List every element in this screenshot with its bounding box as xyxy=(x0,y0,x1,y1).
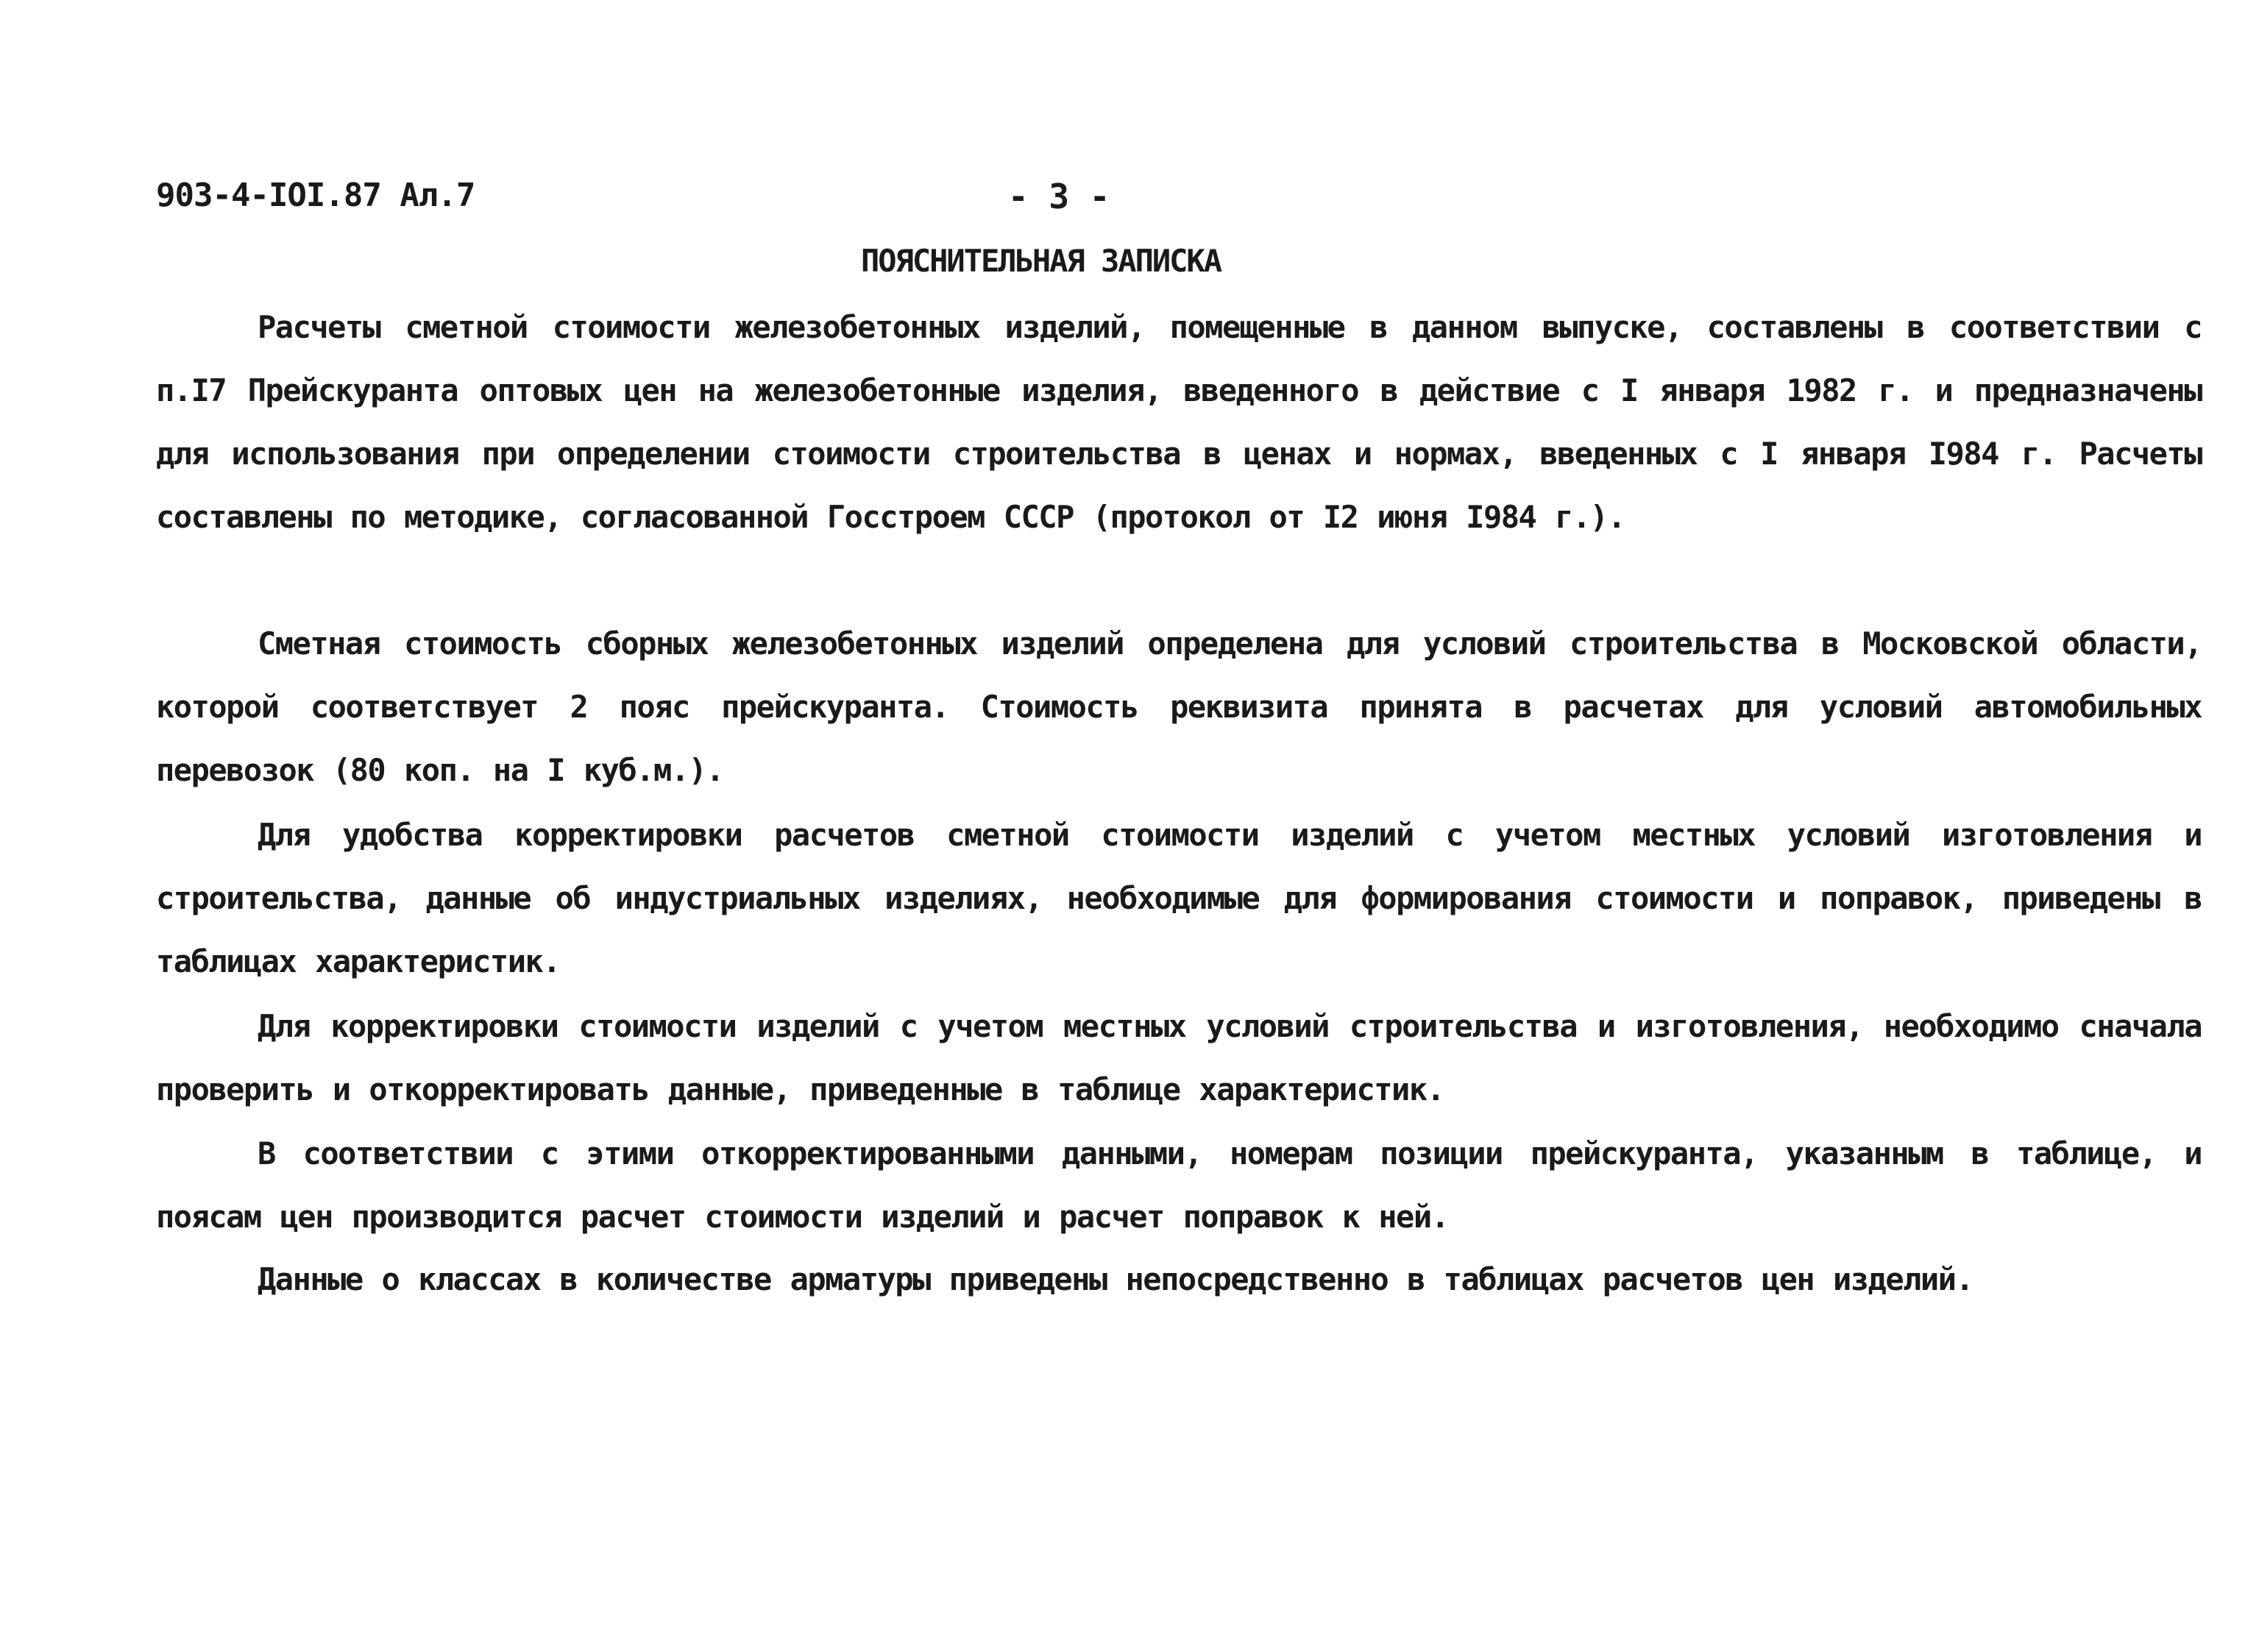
paragraph-2: Сметная стоимость сборных железобетонных изделий определена для условий строительства в Московской области, которой соответствует 2 пояс прейскуранта. Стоимость реквизита принята в расчетах для условий автомобильных перевозок (80 коп. на I куб.м.). xyxy=(156,625,2202,788)
document-code: 903-4-IOI.87 Ал.7 xyxy=(156,177,475,214)
paragraph-4: Для корректировки стоимости изделий с учетом местных условий строительства и изготовления, необходимо сначала проверить и откорректировать данные, приведенные в таблице характеристик. xyxy=(156,1008,2202,1107)
paragraph-5: В соответствии с этими откорректированными данными, номерам позиции прейскуранта, указанным в таблице, и поясам цен производится расчет стоимости изделий и расчет поправок к ней. xyxy=(156,1135,2202,1235)
page-number: - 3 - xyxy=(1008,177,1110,216)
paragraph-6: Данные о классах в количестве арматуры приведены непосредственно в таблицах расчетов цен изделий. xyxy=(258,1261,1973,1297)
paragraph-1: Расчеты сметной стоимости железобетонных изделий, помещенные в данном выпуске, составлены в соответствии с п.I7 Прейскуранта оптовых цен на железобетонные изделия, введенного в действие с I января 1982 г. и предназначены для использования при определении стоимости строительства в ценах и нормах, введенных с I января I984 г. Расчеты составлены по методике, согласованной Госстроем СССР (протокол от I2 июня I984 г.). xyxy=(156,309,2202,535)
section-heading: ПОЯСНИТЕЛЬНАЯ ЗАПИСКА xyxy=(861,243,1221,279)
paragraph-3: Для удобства корректировки расчетов сметной стоимости изделий с учетом местных условий изготовления и строительства, данные об индустриальных изделиях, необходимые для формирования стоимости и поправок, приведены в таблицах характеристик. xyxy=(156,817,2202,979)
